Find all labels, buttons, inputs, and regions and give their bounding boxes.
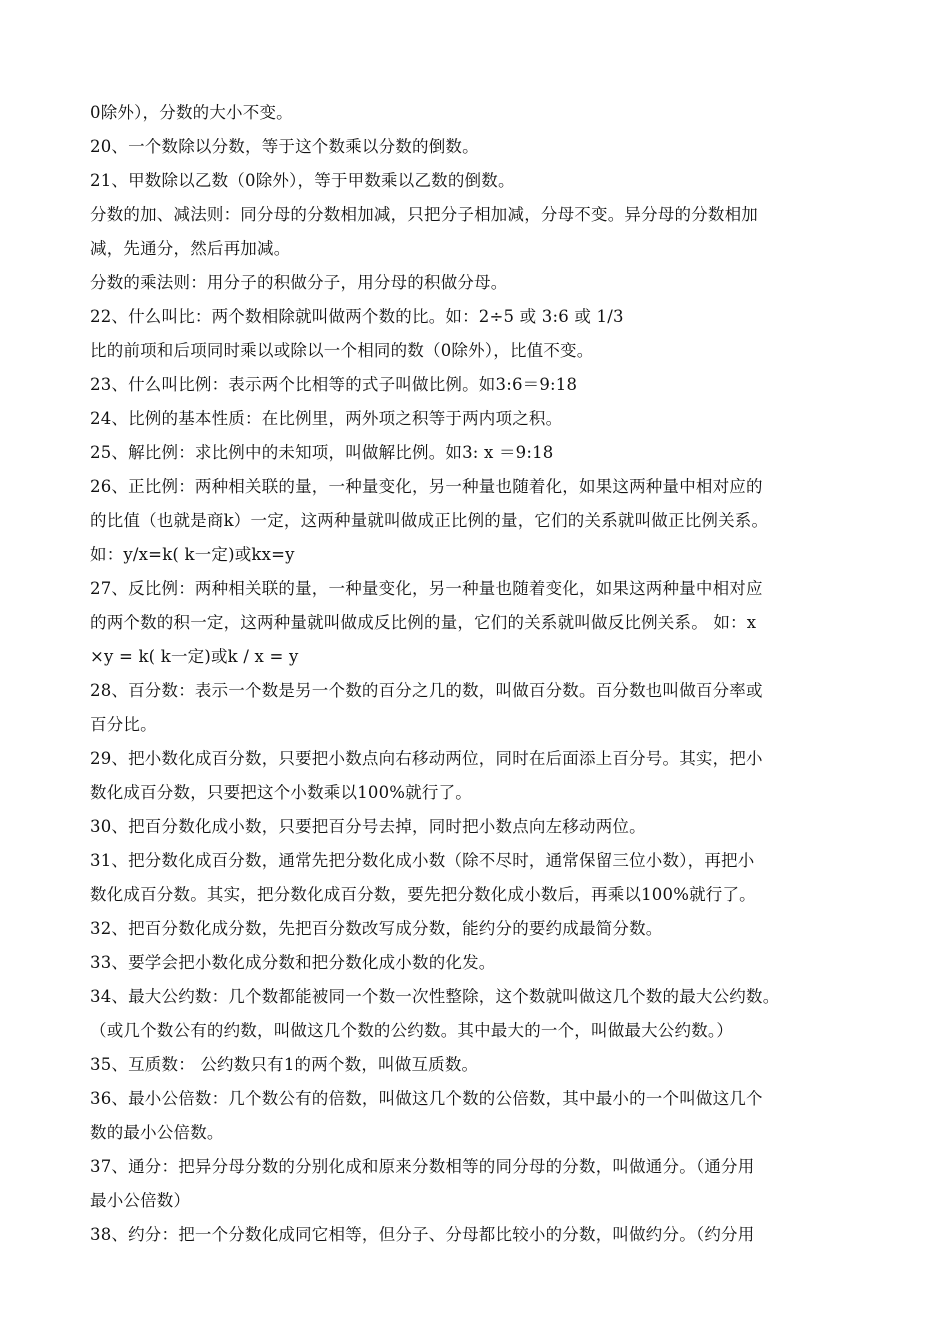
text-line: 29、把小数化成百分数，只要把小数点向右移动两位，同时在后面添上百分号。其实，把小	[90, 749, 763, 768]
text-line: 的两个数的积一定，这两种量就叫做成反比例的量，它们的关系就叫做反比例关系。 如：x	[90, 613, 757, 632]
text-line: 24、比例的基本性质：在比例里，两外项之积等于两内项之积。	[90, 409, 563, 428]
text-line: 26、正比例：两种相关联的量，一种量变化，另一种量也随着化，如果这两种量中相对应的	[90, 477, 763, 496]
text-line: 33、要学会把小数化成分数和把分数化成小数的化发。	[90, 953, 496, 972]
text-line: 0除外），分数的大小不变。	[90, 103, 293, 122]
text-line: 27、反比例：两种相关联的量，一种量变化，另一种量也随着变化，如果这两种量中相对应	[90, 579, 763, 598]
text-line: 23、什么叫比例：表示两个比相等的式子叫做比例。如3:6＝9:18	[90, 375, 578, 394]
text-line: 28、百分数：表示一个数是另一个数的百分之几的数，叫做百分数。百分数也叫做百分率或	[90, 681, 763, 700]
text-line: 分数的乘法则：用分子的积做分子，用分母的积做分母。	[90, 273, 508, 292]
text-line: 减，先通分，然后再加减。	[90, 239, 291, 258]
text-line: 百分比。	[90, 715, 157, 734]
document-body	[90, 96, 860, 1252]
text-line: 如：y/x=k( k一定)或kx=y	[90, 545, 295, 564]
text-line: 35、互质数： 公约数只有1的两个数，叫做互质数。	[90, 1055, 479, 1074]
text-line: 31、把分数化成百分数，通常先把分数化成小数（除不尽时，通常保留三位小数），再把小	[90, 851, 755, 870]
text-line: 32、把百分数化成分数，先把百分数改写成分数，能约分的要约成最简分数。	[90, 919, 663, 938]
text-line: ×y = k( k一定)或k / x = y	[90, 647, 299, 666]
text-line: （或几个数公有的约数，叫做这几个数的公约数。其中最大的一个，叫做最大公约数。）	[90, 1021, 734, 1040]
text-line: 的比值（也就是商k）一定，这两种量就叫做成正比例的量，它们的关系就叫做正比例关系。	[90, 511, 769, 530]
text-line: 数化成百分数，只要把这个小数乘以100%就行了。	[90, 783, 472, 802]
text-line: 最小公倍数）	[90, 1191, 191, 1210]
text-line: 数的最小公倍数。	[90, 1123, 224, 1142]
text-line: 数化成百分数。其实，把分数化成百分数，要先把分数化成小数后，再乘以100%就行了。	[90, 885, 756, 904]
text-line: 21、甲数除以乙数（0除外），等于甲数乘以乙数的倒数。	[90, 171, 515, 190]
text-line: 36、最小公倍数：几个数公有的倍数，叫做这几个数的公倍数，其中最小的一个叫做这几个	[90, 1089, 763, 1108]
text-line: 34、最大公约数：几个数都能被同一个数一次性整除，这个数就叫做这几个数的最大公约数。	[90, 987, 780, 1006]
text-line: 分数的加、减法则：同分母的分数相加减，只把分子相加减，分母不变。异分母的分数相加	[90, 205, 758, 224]
text-line: 37、通分：把异分母分数的分别化成和原来分数相等的同分母的分数，叫做通分。（通分用	[90, 1157, 755, 1176]
text-line: 22、什么叫比：两个数相除就叫做两个数的比。如：2÷5 或 3:6 或 1/3	[90, 307, 624, 326]
text-line: 25、解比例：求比例中的未知项，叫做解比例。如3: x ＝9:18	[90, 443, 554, 462]
text-line: 38、约分：把一个分数化成同它相等，但分子、分母都比较小的分数，叫做约分。（约分用	[90, 1225, 755, 1244]
text-line: 30、把百分数化成小数，只要把百分号去掉，同时把小数点向左移动两位。	[90, 817, 646, 836]
text-line: 比的前项和后项同时乘以或除以一个相同的数（0除外），比值不变。	[90, 341, 594, 360]
text-line: 20、一个数除以分数，等于这个数乘以分数的倒数。	[90, 137, 479, 156]
